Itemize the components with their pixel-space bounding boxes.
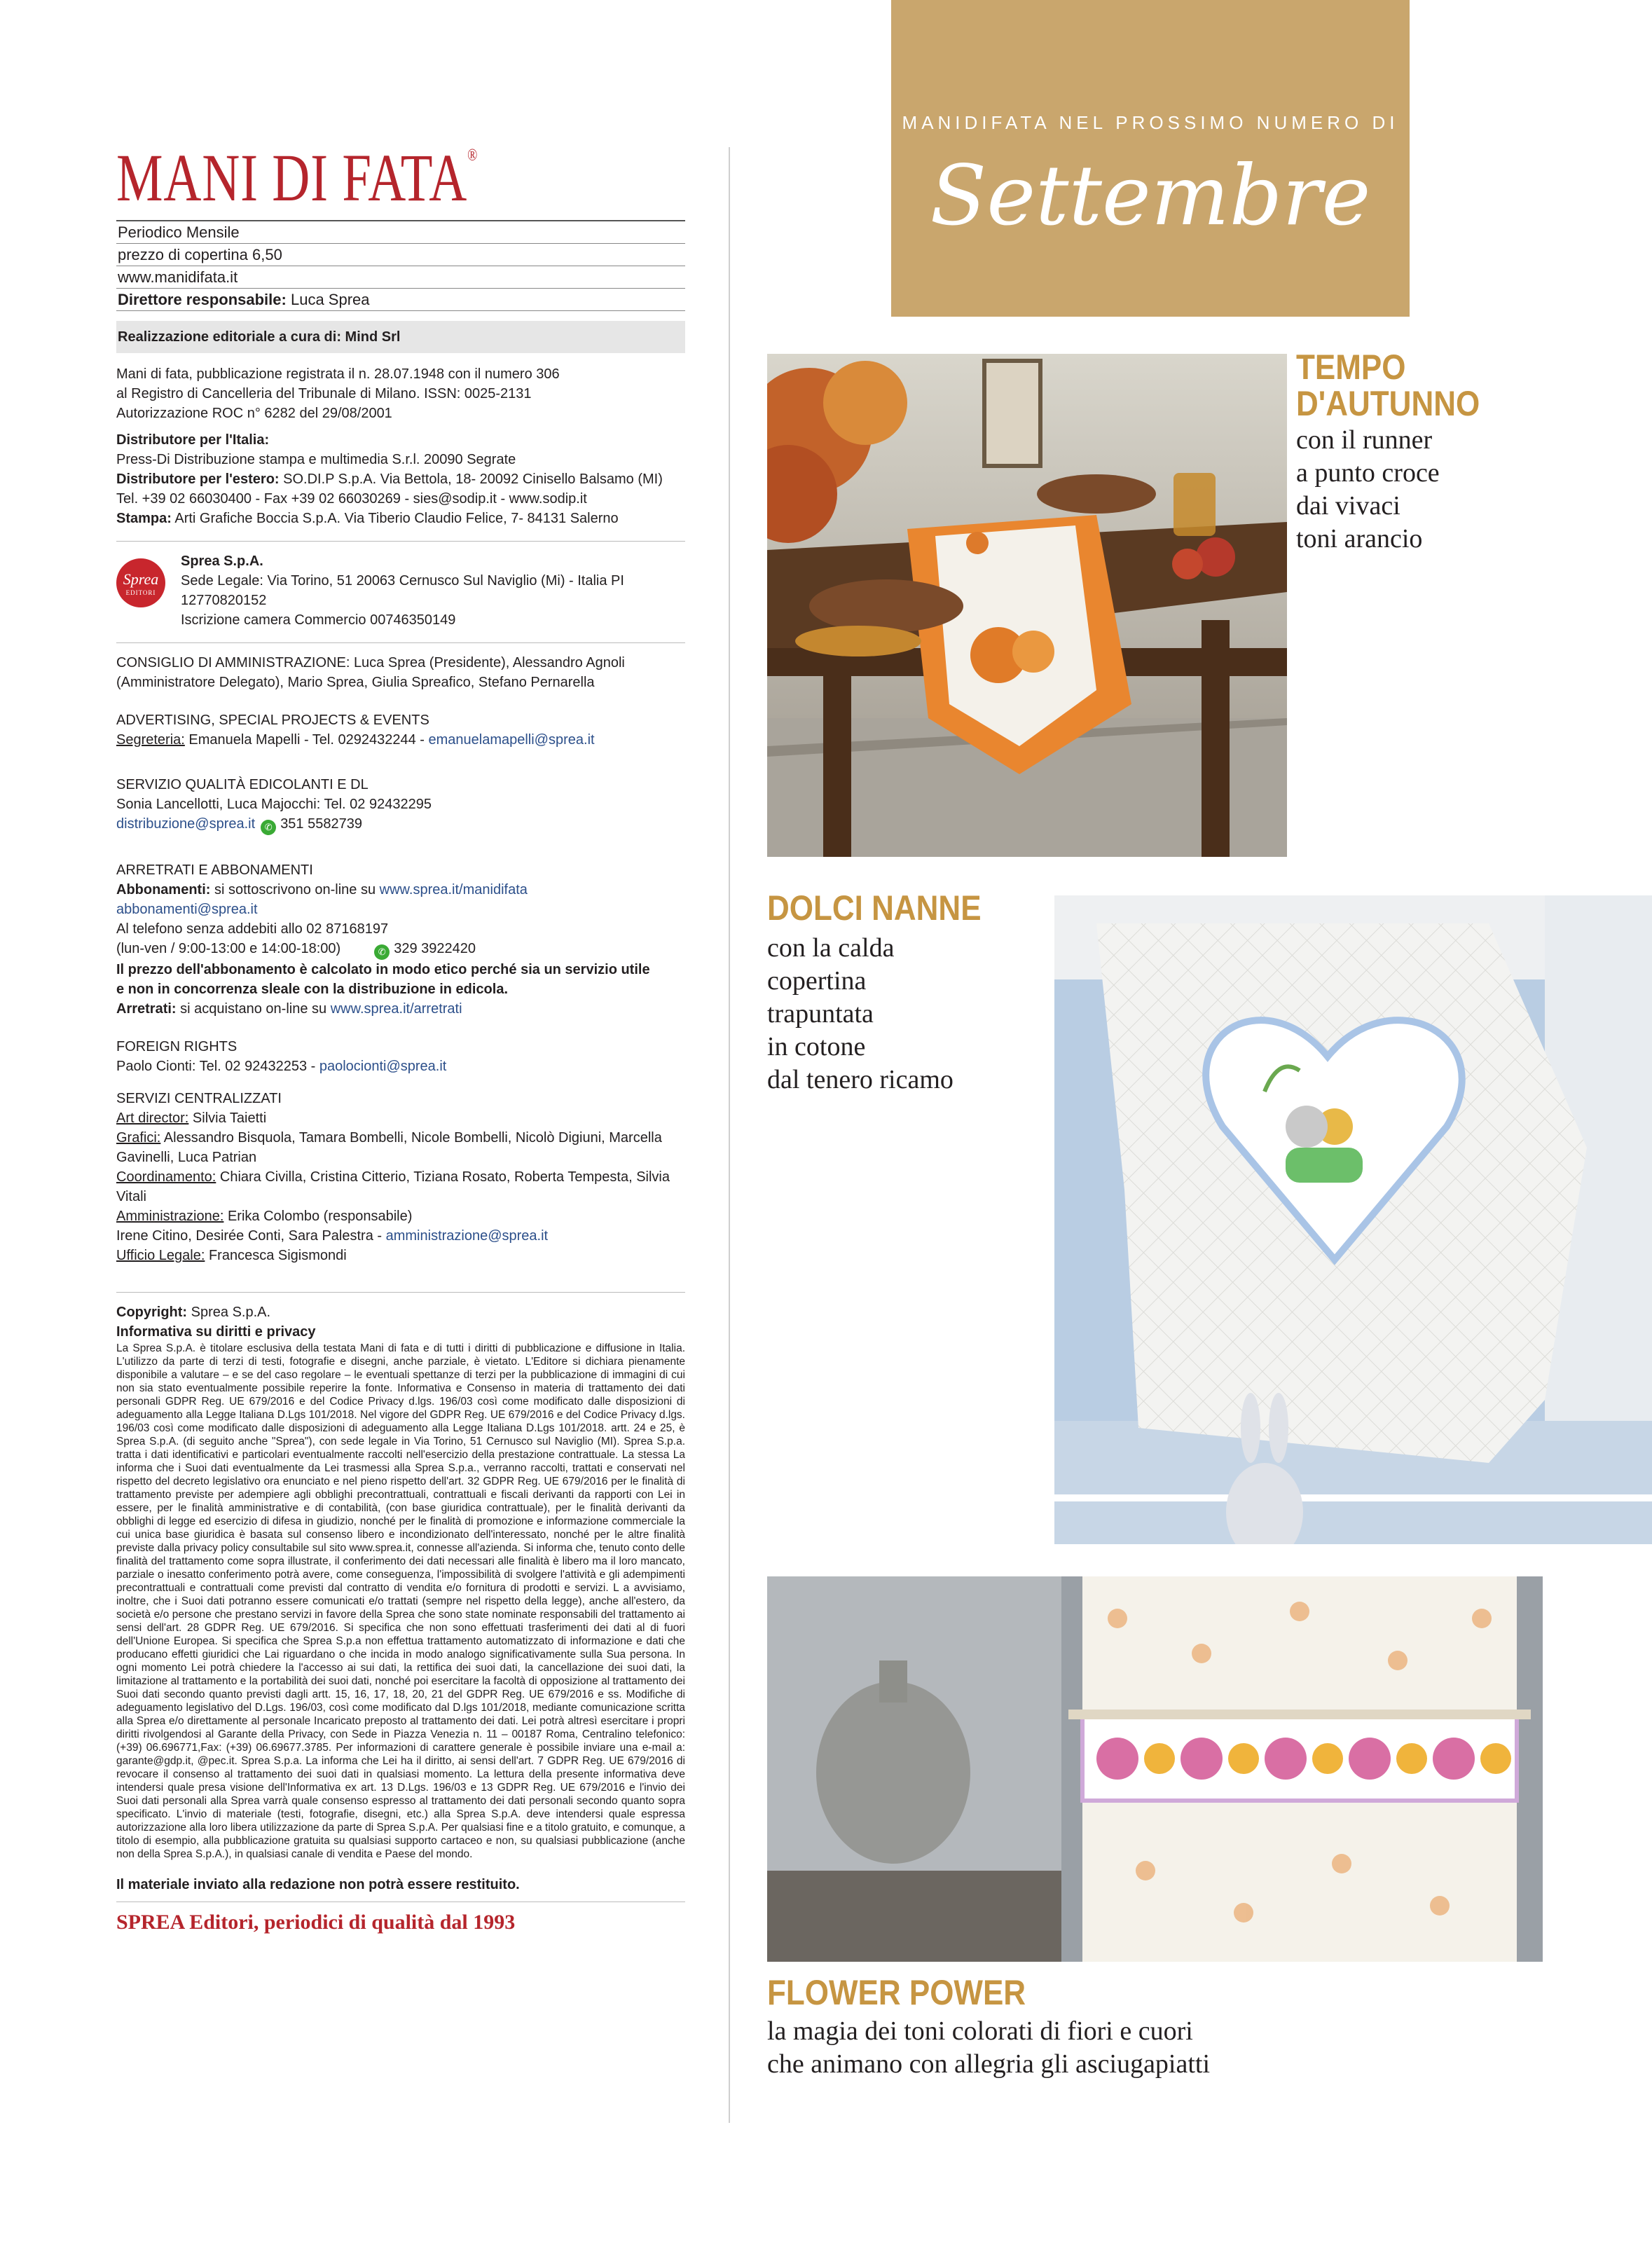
flower-towels-photo xyxy=(767,1576,1543,1962)
subscriptions-link[interactable]: www.sprea.it/manidifata xyxy=(379,882,528,898)
arretrati-link[interactable]: www.sprea.it/arretrati xyxy=(330,1001,462,1017)
section-title: SERVIZI CENTRALIZZATI xyxy=(116,1091,282,1106)
colophon xyxy=(116,140,685,1934)
distribution-block xyxy=(116,430,685,528)
subscriptions-phone: Al telefono senza addebiti allo 02 87168197 xyxy=(116,921,389,937)
advertising-email[interactable]: emanuelamapelli@sprea.it xyxy=(428,732,595,748)
autumn-runner-photo xyxy=(767,354,1287,857)
magazine-logo: MANI DI FATA® xyxy=(116,140,479,215)
services-block: SERVIZI CENTRALIZZATI Art director: Silvia Taietti Grafici: Alessandro Bisquola, Tamara Bombelli, Nicole Bombelli, Nicolò Digiuni, Marcella Gavinelli, Luca Patrian Coordinamento: Chiara Civilla, Cristina Citterio, Tiziana Rosato, Roberta Tempesta, Silvia Vitali Amministrazione: Erika Colombo (responsabile) Irene Citino, Desirée Conti, Sara Palestra - amministrazione@sprea.it Ufficio Legale: Francesca Sigismondi xyxy=(116,1089,685,1265)
quality-whatsapp: 351 5582739 xyxy=(280,816,362,832)
feature-text: con il runner a punto croce dai vivaci toni arancio xyxy=(1296,425,1440,553)
director-line: Direttore responsabile: Luca Sprea xyxy=(116,289,685,311)
feature-title: DOLCI NANNE xyxy=(767,888,982,928)
registration-line: Autorizzazione ROC n° 6282 del 29/08/2001 xyxy=(116,406,392,421)
distributor-italy: Press-Di Distribuzione stampa e multimedia S.r.l. 20090 Segrate xyxy=(116,452,516,467)
masthead-lines xyxy=(116,220,685,311)
advertising-block: ADVERTISING, SPECIAL PROJECTS & EVENTS Segreteria: Emanuela Mapelli - Tel. 0292432244 - emanuelamapelli@sprea.it xyxy=(116,710,685,750)
foreign-email[interactable]: paolocionti@sprea.it xyxy=(319,1059,447,1074)
sprea-company xyxy=(116,551,685,630)
editorial-credit: Realizzazione editoriale a cura di: Mind Srl xyxy=(116,321,685,353)
quality-names: Sonia Lancellotti, Luca Majocchi: Tel. 02 92432295 xyxy=(116,797,432,812)
section-title: ARRETRATI E ABBONAMENTI xyxy=(116,862,313,878)
column-divider xyxy=(729,147,730,2123)
registration-line: al Registro di Cancelleria del Tribunale di Milano. ISSN: 0025-2131 xyxy=(116,386,532,401)
banner-month: Settembre xyxy=(930,147,1371,244)
subscriptions-block: ARRETRATI E ABBONAMENTI Abbonamenti: si sottoscrivono on-line su www.sprea.it/manidifata abbonamenti@sprea.it Al telefono senza addebiti allo 02 87168197 (lun-ven / 9:00-13:00 e 14:00-18:00) ✆ 329 3922420 Il prezzo dell'abbonamento è calcolato in modo etico perché sia un servizio utile e non in concorrenza sleale con la distribuzione in edicola. Arretrati: si acquistano on-line su www.sprea.it/arretrati xyxy=(116,860,685,1019)
masthead-line: prezzo di copertina 6,50 xyxy=(116,244,685,266)
copyright-block: Copyright: Sprea S.p.A. Informativa su diritti e privacy La Sprea S.p.A. è titolare esclusiva della testata Mani di fata e di tutti i diritti di pubblicazione e diffusione in Italia. L'utilizzo da parte di terzi di testi, fotografie e disegni, anche parziale, è vietato. L'Editore si dichiara pienamente disponibile a valutare – e se del caso regolare – le eventuali spettanze di terzi per la pubblicazione di immagini di cui non sia stato eventualmente possibile reperire la fonte. Informativa e Consenso in materia di trattamento dei dati personali GDPR Reg. UE 679/2016 e del Codice Privacy d.lgs. 196/03 così come modificato dalle disposizioni di adeguamento alla Legge Italiana D.Lgs 101/2018. Nel vigore del GDPR Reg. UE 679/2016 e del Codice Privacy d.lgs. 196/03 così come modificato dalle disposizioni di adeguamento alla Legge Italiana D.Lgs 101/2018. artt. 24 e 25, è Sprea S.p.A. (di seguito anche "Sprea"), con sede legale in Via Torino, 51 Cernusco sul Naviglio (MI). Sprea S.p.a. tratta i dati identificativi e particolari eventualmente raccolti nell'esercizio della prestazione contrattuale. La stessa La informa che i Suoi dati eventualmente da Lei trasmessi alla Sprea S.p.a., verranno raccolti, trattati e conservati nel rispetto del decreto legislativo ora enunciato e nel pieno rispetto dell'art. 32 GDPR Reg. UE 679/2016 per le finalità di trattamento previste per adempiere agli obblighi precontrattuali, contrattuali e fiscali derivanti da rapporti con Lei in essere, per le finalità amministrative e di contabilità, (con base giuridica contrattuale), per le finalità derivanti da obblighi di legge ed esercizio di difesa in giudizio, nonché per le finalità di promozione e informazione commerciale la cui unica base giuridica è basata sul consenso libero e incondizionato dell'interessato, nonché per le altre finalità previste dalla privacy policy consultabile sul sito www.sprea.it, connesse all'azienda. Si informa che, tenuto conto delle finalità del trattamento come sopra illustrate, il conferimento dei dati necessari alle finalità è libero ma il loro mancato, parziale o inesatto conferimento potrà avere, come conseguenza, l'impossibilità di svolgere l'attività e gli adempimenti precontrattuali e contrattuali come previsti dal contratto di vendita e/o fornitura di prodotti e servizi. L a avvisiamo, inoltre, che i Suoi dati potranno essere comunicati e/o trattati (sempre nel rispetto della legge), anche all'estero, da società e/o persone che prestano servizi in favore della Sprea che sono state nominate responsabili del trattamento ai sensi dell'art. 28 GDPR Reg. UE 679/2016. Si specifica che non sono effettuati trasferimenti dei dati al di fuori dell'Unione Europea. Si specifica che Sprea S.p.a non effettua trattamento automatizzato di informazione e dati che producano effetti giuridici che Lai riguardano o che incida in modo analogo significativamente sulla Sua persona. In ogni momento Lei potrà chiedere la l'accesso ai sui dati, la rettifica dei suoi dati, la cancellazione dei suoi dati, la limitazione al trattamento e la portabilità dei suoi dati, nonché poi esercitare la facoltà di opposizione al trattamento dei Suoi dati secondo quanto previsti dagli artt. 15, 16, 17, 18, 20, 21 del GDPR Reg. UE 679/2016 e ss. Modifiche di adeguamento legislativo del D.Lgs. 196/03, così come modificato dal D.lgs 101/2018, mediante comunicazione scritta alla Sprea e/o direttamente al personale Incaricato preposto al trattamento dei dati. Lei potrà altresì esercitare i propri diritti rivolgendosi al Garante della Privacy, con Sede in Piazza Venezia n. 11 – 00187 Roma, Centralino telefonico: (+39) 06.696771,Fax: (+39) 06.69677.3785. Per informazioni di carattere generale è possibile inviare una e-mail a: garante@gdp.it, @pec.it. Sprea S.p.a. La informa che Lei ha il diritto, ai sensi dell'art. 7 GDPR Reg. UE 679/2016 di revocare il consenso al trattamento dei suoi dati in qualsiasi momento. La lettura della presente informativa deve intendersi quale presa visione dell'Informativa ex art. 13 D.Lgs. 196/03 e 13 GDPR Reg. UE 679/2016 e l'invio dei Suoi dati personali alla Sprea varrà quale consenso espresso al trattamento dei dati personali secondo quanto sopra specificato. L'invio di materiale (testi, fotografie, disegni, etc.) alla Sprea S.p.A. deve intendersi quale espressa autorizzazione alla loro libera utilizzazione da parte di Sprea S.p.A. Per qualsiasi fine e a titolo gratuito, e comunque, a titolo di esempio, alla pubblicazione gratuita su qualsiasi supporto cartaceo e non, su qualsiasi pubblicazione (anche non della Sprea S.p.A.), in qualsiasi canale di vendita e Paese del mondo. Il materiale inviato alla redazione non potrà essere restituito. SPREA Editori, periodici di qualità dal 1993 xyxy=(116,1305,685,1934)
ethic-note: e non in concorrenza sleale con la distribuzione in edicola. xyxy=(116,982,509,997)
section-title: FOREIGN RIGHTS xyxy=(116,1039,238,1054)
registration-block xyxy=(116,364,685,423)
baby-blanket-photo xyxy=(1054,895,1652,1544)
privacy-title: Informativa su diritti e privacy xyxy=(116,1324,316,1340)
company-name: Sprea S.p.A. xyxy=(181,553,263,569)
section-title: SERVIZIO QUALITÀ EDICOLANTI E DL xyxy=(116,777,369,792)
company-address: Sede Legale: Via Torino, 51 20063 Cernusco Sul Naviglio (Mi) - Italia PI 12770820152 xyxy=(181,573,624,608)
distributor-abroad: Distributore per l'estero: SO.DI.P S.p.A. Via Bettola, 18- 20092 Cinisello Balsamo (MI) xyxy=(116,472,663,487)
sprea-logo: Sprea EDITORI xyxy=(116,558,165,607)
company-register: Iscrizione camera Commercio 00746350149 xyxy=(181,612,456,628)
foreign-block: FOREIGN RIGHTS Paolo Cionti: Tel. 02 92432253 - paolocionti@sprea.it xyxy=(116,1037,685,1076)
sprea-tagline: SPREA Editori, periodici di qualità dal 1993 xyxy=(116,1911,516,1934)
section-title: ADVERTISING, SPECIAL PROJECTS & EVENTS xyxy=(116,713,429,728)
feature-text: la magia dei toni colorati di fiori e cuori che animano con allegria gli asciugapiatti xyxy=(767,2016,1211,2079)
material-note: Il materiale inviato alla redazione non potrà essere restituito. xyxy=(116,1877,520,1892)
privacy-text: La Sprea S.p.A. è titolare esclusiva della testata Mani di fata e di tutti i diritti di pubblicazione e diffusione in Italia. L'utilizzo da parte di terzi di testi, fotografie e disegni, anche parziale, è vietato. L'Editore si dichiara pienamente disponibile a valutare – e se del caso regolare – le eventuali spettanze di terzi per la pubblicazione di immagini di cui non sia stato eventualmente possibile reperire la fonte. Informativa e Consenso in materia di trattamento dei dati personali GDPR Reg. UE 679/2016 e del Codice Privacy d.lgs. 196/03 così come modificato dalle disposizioni di adeguamento alla Legge Italiana D.Lgs 101/2018. Nel vigore del GDPR Reg. UE 679/2016 e del Codice Privacy d.lgs. 196/03 così come modificato dalle disposizioni di adeguamento alla Legge Italiana D.Lgs 101/2018. artt. 24 e 25, è Sprea S.p.A. (di seguito anche "Sprea"), con sede legale in Via Torino, 51 Cernusco sul Naviglio (MI). Sprea S.p.a. tratta i dati identificativi e particolari eventualmente raccolti nell'esercizio della prestazione contrattuale. La stessa La informa che i Suoi dati eventualmente da Lei trasmessi alla Sprea S.p.a., verranno raccolti, trattati e conservati nel rispetto del decreto legislativo ora enunciato e nel pieno rispetto dell'art. 32 GDPR Reg. UE 679/2016 per le finalità di trattamento previste per adempiere agli obblighi precontrattuali, contrattuali e fiscali derivanti da rapporti con Lei in essere, per le finalità amministrative e di contabilità, (con base giuridica contrattuale), per le finalità derivanti da obblighi di legge ed esercizio di difesa in giudizio, nonché per le finalità di promozione e informazione commerciale la cui unica base giuridica è basata sul consenso libero e incondizionato dell'interessato, nonché per le altre finalità previste dalla privacy policy consultabile sul sito www.sprea.it, connesse all'azienda. Si informa che, tenuto conto delle finalità del trattamento come sopra illustrate, il conferimento dei dati necessari alle finalità è libero ma il loro mancato, parziale o inesatto conferimento potrà avere, come conseguenza, l'impossibilità di svolgere l'attività e gli adempimenti precontrattuali e contrattuali come previsti dal contratto di vendita e/o fornitura di prodotti e servizi. L a avvisiamo, inoltre, che i Suoi dati potranno essere comunicati e/o trattati (sempre nel rispetto della legge), anche all'estero, da società e/o persone che prestano servizi in favore della Sprea che sono state nominate responsabili del trattamento ai sensi dell'art. 28 GDPR Reg. UE 679/2016. Si specifica che non sono effettuati trasferimenti dei dati al di fuori dell'Unione Europea. Si specifica che Sprea S.p.a non effettua trattamento automatizzato di informazione e dati che producano effetti giuridici che Lai riguardano o che incida in modo analogo significativamente sulla Sua persona. In ogni momento Lei potrà chiedere la l'accesso ai sui dati, la rettifica dei suoi dati, la cancellazione dei suoi dati, la limitazione al trattamento e la portabilità dei suoi dati, nonché poi esercitare la facoltà di opposizione al trattamento dei Suoi dati secondo quanto previsti dagli artt. 15, 16, 17, 18, 20, 21 del GDPR Reg. UE 679/2016 e ss. Modifiche di adeguamento legislativo del D.Lgs. 196/03, così come modificato dal D.lgs 101/2018, mediante comunicazione scritta alla Sprea e/o direttamente al personale Incaricato preposto al trattamento dei dati. Lei potrà altresì esercitare i propri diritti rivolgendosi al Garante della Privacy, con Sede in Piazza Venezia n. 11 – 00187 Roma, Centralino telefonico: (+39) 06.696771,Fax: (+39) 06.69677.3785. Per informazioni di carattere generale è possibile inviare una e-mail a: garante@gdp.it, @pec.it. Sprea S.p.a. La informa che Lei ha il diritto, ai sensi dell'art. 7 GDPR Reg. UE 679/2016 di revocare il consenso al trattamento dei suoi dati in qualsiasi momento. La lettura della presente informativa deve intendersi quale presa visione dell'Informativa ex art. 13 D.Lgs. 196/03 e 13 GDPR Reg. UE 679/2016 e l'invio dei Suoi dati personali alla Sprea varrà quale consenso espresso al trattamento dei dati personali secondo quanto sopra specificato. L'invio di materiale (testi, fotografie, disegni, etc.) alla Sprea S.p.A. deve intendersi quale espressa autorizzazione alla loro libera utilizzazione da parte di Sprea S.p.A. Per qualsiasi fine e a titolo gratuito, e comunque, a titolo di esempio, alla pubblicazione gratuita su qualsiasi supporto cartaceo e non, su qualsiasi pubblicazione (anche non della Sprea S.p.A.), in qualsiasi canale di vendita e Paese del mondo. xyxy=(116,1342,685,1860)
subscriptions-email[interactable]: abbonamenti@sprea.it xyxy=(116,902,258,917)
quality-block xyxy=(116,775,685,835)
feature-title: FLOWER POWER xyxy=(767,1973,1026,2012)
distributor-contacts: Tel. +39 02 66030400 - Fax +39 02 66030269 - sies@sodip.it - www.sodip.it xyxy=(116,491,587,507)
next-issue-banner xyxy=(891,0,1410,317)
ethic-note: Il prezzo dell'abbonamento è calcolato in modo etico perché sia un servizio utile xyxy=(116,962,650,977)
board-block: CONSIGLIO DI AMMINISTRAZIONE: Luca Sprea (Presidente), Alessandro Agnoli (Amministratore Delegato), Mario Sprea, Giulia Spreafico, Stefano Pernarella xyxy=(116,655,625,690)
subscriptions-whatsapp: 329 3922420 xyxy=(394,941,476,956)
masthead-line: Periodico Mensile xyxy=(116,221,685,244)
printer-line: Stampa: Arti Grafiche Boccia S.p.A. Via Tiberio Claudio Felice, 7- 84131 Salerno xyxy=(116,511,619,526)
registration-line: Mani di fata, pubblicazione registrata il n. 28.07.1948 con il numero 306 xyxy=(116,366,560,382)
banner-kicker: MANIDIFATA NEL PROSSIMO NUMERO DI xyxy=(902,112,1399,133)
feature-title: TEMPO D'AUTUNNO xyxy=(1296,348,1480,423)
administration-email[interactable]: amministrazione@sprea.it xyxy=(385,1228,549,1244)
masthead-line: www.manidifata.it xyxy=(116,266,685,289)
whatsapp-icon: ✆ xyxy=(261,820,276,835)
quality-email[interactable]: distribuzione@sprea.it xyxy=(116,816,256,832)
distributor-italy-label: Distributore per l'Italia: xyxy=(116,432,270,448)
whatsapp-icon: ✆ xyxy=(374,944,390,960)
feature-text: con la calda copertina trapuntata in cotone dal tenero ricamo xyxy=(767,933,954,1094)
